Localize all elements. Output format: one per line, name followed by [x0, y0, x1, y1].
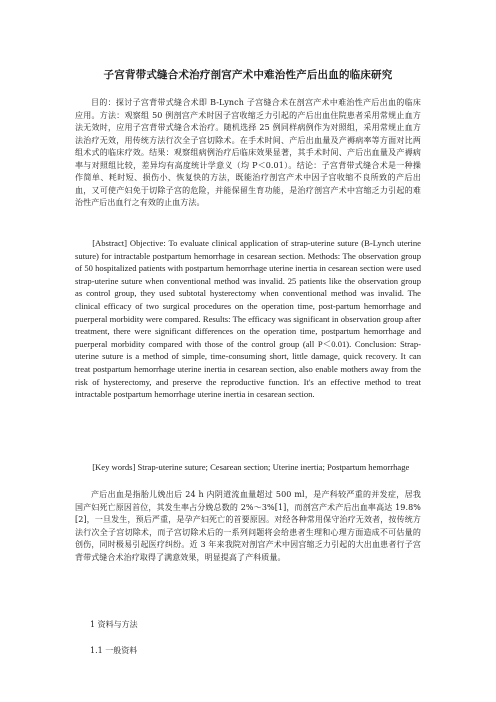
chinese-abstract: 目的：探讨子宫背带式缝合术即 B-Lynch 子宫缝合术在剖宫产术中难治性产后出血的临床应用。方法：观察组 50 例剖宫产术时因子宫收缩乏力引起的产后出血住院患者采用常规止血方法无效时，应用子宫背带式缝合术治疗。随机选择 25 例同样病例作为对照组，采用常规止血方法治疗无效，用传统方法行次全子宫切除术。在手术时间、产后出血量及产褥病率等方面对比两组术式的临床疗效。结果：观察组病例治疗后临床效果显著，其手术时间、产后出血量及产褥病率与对照组比较，差异均有高度统计学意义（均 P＜0.01）。结论：子宫背带式缝合术是一种操作简单、耗时短、损伤小、恢复快的方法，既能治疗剖宫产术中因子宫收缩不良所致的产后出血，又可使产妇免于切除子宫的危险，并能保留生育功能，是治疗剖宫产术中宫缩乏力引起的难治性产后出血行之有效的止血方法。 [75, 98, 421, 208]
section-heading-materials-methods: 1 资料与方法 [90, 620, 138, 629]
english-abstract: [Abstract] Objective: To evaluate clinical application of strap-uterine suture (B-Lynch uterine suture) for intractable postpartum hemorrhage in cesarean section. Methods: The observation group of 50 hospitalized patients with postpartum hemorrhage uterine inertia in cesarean section were used strap-uterine suture when conventional method was invalid. 25 patients like the observation group as control group, they used subtotal hysterectomy when conventional method was invalid. The clinical efficacy of two surgical procedures on the operation time, post-partum hemorrhage and puerperal morbidity were compared. Results: The efficacy was significant in observation group after treatment, there were significant differences on the operation time, postpartum hemorrhage and puerperal morbidity compared with those of the control group (all P＜0.01). Conclusion: Strap-uterine suture is a method of simple, time-consuming short, little damage, quick recovery. It can treat postpartum hemorrhage uterine inertia in cesarean section, also enable mothers away from the risk of hysterectomy, and preserve the reproductive function. It's an effective method to treat intractable postpartum hemorrhage uterine inertia in cesarean section. [75, 238, 421, 400]
paper-title: 子宫背带式缝合术治疗剖宫产术中难治性产后出血的临床研究 [103, 69, 393, 81]
subsection-heading-general-data: 1.1 一般资料 [90, 646, 138, 655]
introduction-paragraph: 产后出血是指胎儿娩出后 24 h 内阴道流血量超过 500 ml，是产科较严重的并发症，居我国产妇死亡原因首位，其发生率占分娩总数的 2%～3%[1]，而剖宫产术产后出血率高达 19.8%[2]，一旦发生，预后严重，是孕产妇死亡的首要原因。对经各种常用保守治疗无效者，按传统方法行次全子宫切除术，而子宫切除术后的一系列问题将会给患者生理和心理方面造成不可估量的创伤，同时极易引起医疗纠纷。近 3 年来我院对剖宫产术中因宫缩乏力引起的大出血患者行子宫背带式缝合术治疗取得了满意效果，明显提高了产科质量。 [75, 490, 421, 562]
english-keywords: [Key words] Strap-uterine suture; Cesarean section; Uterine inertia; Postpartum hemorrhage [92, 462, 410, 472]
